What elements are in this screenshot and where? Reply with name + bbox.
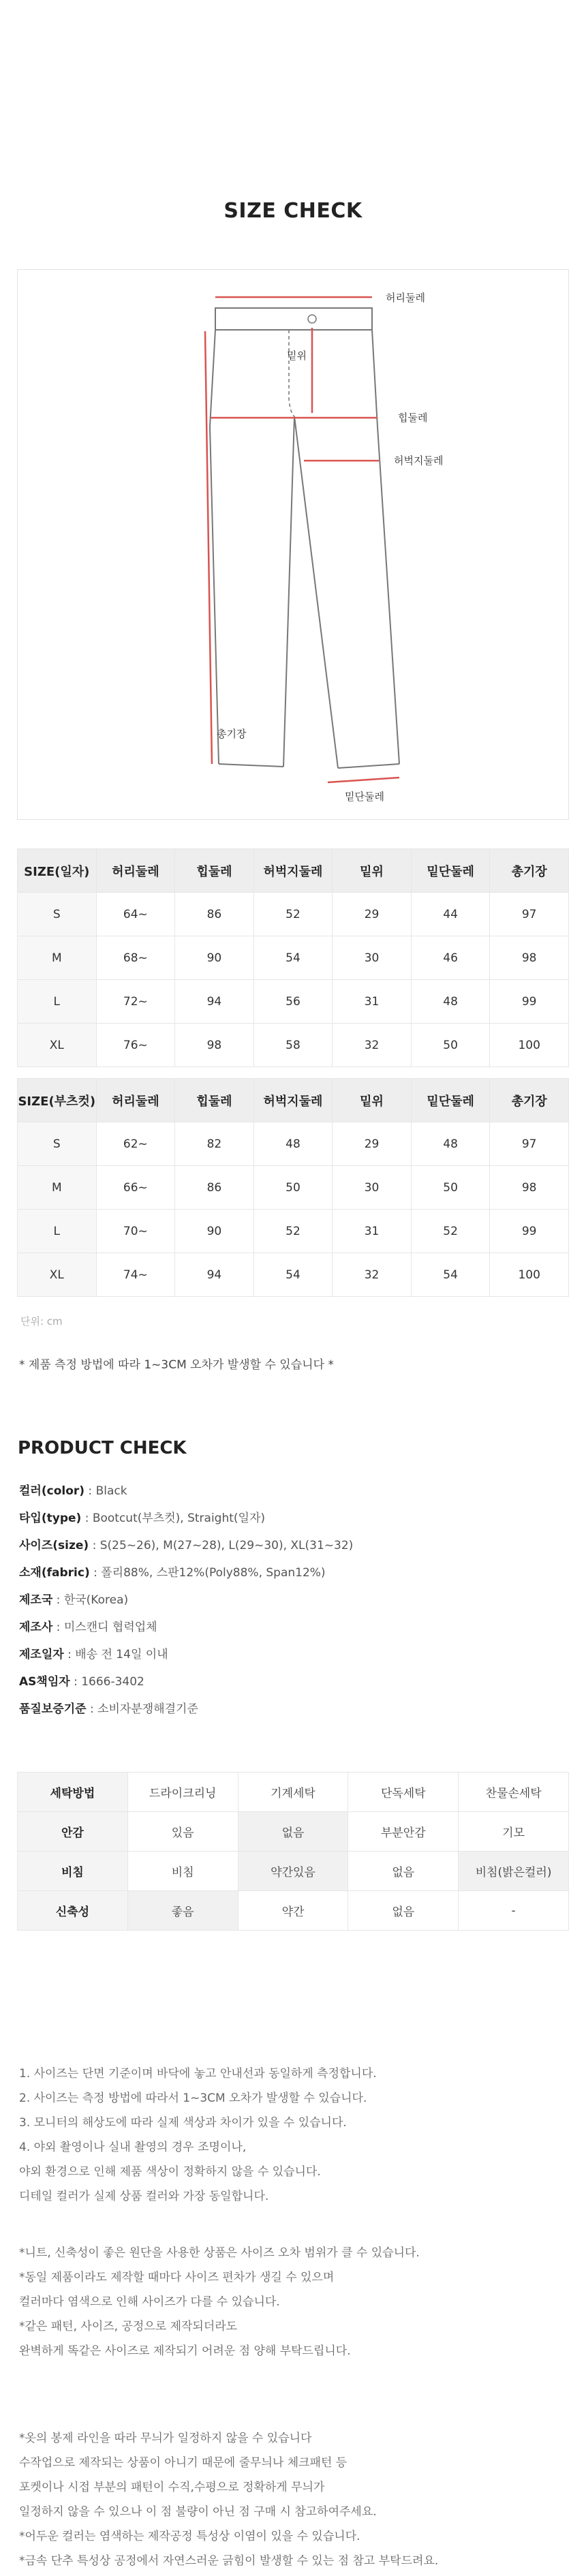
table-header: 허리둘레 xyxy=(96,849,175,893)
pants-left-hem xyxy=(219,764,283,767)
note-line: 4. 야외 촬영이나 실내 촬영의 경우 조명이나, xyxy=(19,2141,247,2154)
info-row-as xyxy=(19,1668,564,1696)
note-line: 포켓이나 시접 부분의 패턴이 수직,수평으로 정확하게 무늬가 xyxy=(19,2481,325,2494)
size-note: * 제품 측정 방법에 따라 1~3CM 오차가 발생할 수 있습니다 * xyxy=(19,1358,334,1372)
table-cell: 좋음 xyxy=(127,1891,238,1931)
info-value: : 소비자분쟁해결기준 xyxy=(86,1702,198,1716)
info-label: 사이즈(size) xyxy=(19,1539,89,1552)
diagram-label-waist: 허리둘레 xyxy=(386,292,425,304)
table-cell: 98 xyxy=(175,1024,254,1067)
care-row-header: 신축성 xyxy=(18,1891,128,1931)
table-cell: S xyxy=(18,1122,97,1166)
note-line: 컬러마다 염색으로 인해 사이즈가 다를 수 있습니다. xyxy=(19,2295,280,2309)
note-line: *동일 제품이라도 제작할 때마다 사이즈 편차가 생길 수 있으며 xyxy=(19,2271,335,2284)
info-value: : Bootcut(부츠컷), Straight(일자) xyxy=(81,1512,266,1525)
notes-group-3 xyxy=(19,2426,571,2573)
table-cell: 30 xyxy=(333,1166,412,1210)
table-cell: 70~ xyxy=(96,1210,175,1253)
table-header-row xyxy=(18,849,569,893)
info-value: : 미스캔디 협력업체 xyxy=(52,1621,157,1634)
table-cell: 드라이크리닝 xyxy=(127,1773,238,1812)
table-cell: 99 xyxy=(490,980,569,1024)
table-row xyxy=(18,1210,569,1253)
table-cell: 찬물손세탁 xyxy=(459,1773,569,1812)
bootcut-size-table xyxy=(17,1078,569,1297)
table-cell: 없음 xyxy=(238,1812,348,1852)
table-cell: 있음 xyxy=(127,1812,238,1852)
note-line: *어두운 컬러는 염색하는 제작공정 특성상 이염이 있을 수 있습니다. xyxy=(19,2530,360,2543)
table-cell: 54 xyxy=(253,1253,333,1297)
size-check-title: SIZE CHECK xyxy=(223,199,363,223)
info-label: 제조국 xyxy=(19,1593,53,1607)
info-row-size xyxy=(19,1532,564,1559)
table-cell: 98 xyxy=(490,1166,569,1210)
table-cell: 48 xyxy=(253,1122,333,1166)
note-line: 디테일 컬러가 실제 상품 컬러와 가장 동일합니다. xyxy=(19,2190,269,2203)
table-cell: 68~ xyxy=(96,936,175,980)
info-label: 제조일자 xyxy=(19,1648,64,1661)
table-cell: S xyxy=(18,893,97,936)
table-cell: 기모 xyxy=(459,1812,569,1852)
care-row-header: 비침 xyxy=(18,1852,128,1891)
diagram-label-hem: 밑단둘레 xyxy=(345,791,384,803)
hem-measure-line xyxy=(328,778,399,782)
table-header: SIZE(부츠컷) xyxy=(18,1079,97,1122)
table-cell: 31 xyxy=(333,980,412,1024)
table-cell: 66~ xyxy=(96,1166,175,1210)
table-cell: 44 xyxy=(411,893,490,936)
table-cell: 없음 xyxy=(348,1852,459,1891)
note-line: 2. 사이즈는 측정 방법에 따라서 1~3CM 오차가 발생할 수 있습니다. xyxy=(19,2091,367,2105)
table-cell: 54 xyxy=(411,1253,490,1297)
table-cell: 약간있음 xyxy=(238,1852,348,1891)
table-header: 힙둘레 xyxy=(175,849,254,893)
table-cell: 비침(밝은컬러) xyxy=(459,1852,569,1891)
table-cell: 86 xyxy=(175,1166,254,1210)
table-cell: 52 xyxy=(411,1210,490,1253)
table-cell: 99 xyxy=(490,1210,569,1253)
table-row xyxy=(18,1024,569,1067)
table-cell: 부분안감 xyxy=(348,1812,459,1852)
table-cell: XL xyxy=(18,1024,97,1067)
table-cell: 97 xyxy=(490,893,569,936)
table-cell: 54 xyxy=(253,936,333,980)
note-line: 수작업으로 제작되는 상품이 아니기 때문에 줄무늬나 체크패턴 등 xyxy=(19,2456,348,2470)
info-value: : Black xyxy=(84,1484,127,1498)
table-header: 밑위 xyxy=(333,1079,412,1122)
table-cell: 72~ xyxy=(96,980,175,1024)
table-row xyxy=(18,980,569,1024)
pants-button xyxy=(308,315,316,323)
table-header: 밑단둘레 xyxy=(411,1079,490,1122)
table-cell: 100 xyxy=(490,1024,569,1067)
info-row-quality xyxy=(19,1696,564,1723)
table-cell: 48 xyxy=(411,980,490,1024)
table-cell: 90 xyxy=(175,936,254,980)
table-cell: 비침 xyxy=(127,1852,238,1891)
note-line: 3. 모니터의 해상도에 따라 실제 색상과 차이가 있을 수 있습니다. xyxy=(19,2116,347,2130)
notes-group-1 xyxy=(19,2061,571,2209)
table-cell: 76~ xyxy=(96,1024,175,1067)
length-measure-line xyxy=(205,331,212,764)
table-cell: 단독세탁 xyxy=(348,1773,459,1812)
note-line: *니트, 신축성이 좋은 원단을 사용한 상품은 사이즈 오차 범위가 클 수 있습니다. xyxy=(19,2246,420,2260)
care-table xyxy=(17,1772,569,1931)
table-header: 허리둘레 xyxy=(96,1079,175,1122)
table-row xyxy=(18,1852,569,1891)
diagram-label-hip: 힙둘레 xyxy=(398,412,428,424)
table-header: 총기장 xyxy=(490,1079,569,1122)
pants-right-hem xyxy=(338,764,399,768)
table-header: 밑위 xyxy=(333,849,412,893)
pants-left-inseam xyxy=(283,416,294,767)
product-info-list xyxy=(19,1477,564,1723)
info-row-fabric xyxy=(19,1559,564,1586)
table-header-row xyxy=(18,1079,569,1122)
note-line: 야외 환경으로 인해 제품 색상이 정확하지 않을 수 있습니다. xyxy=(19,2165,321,2179)
pants-waistband xyxy=(215,308,372,330)
info-row-maker xyxy=(19,1614,564,1641)
table-cell: 97 xyxy=(490,1122,569,1166)
straight-size-table xyxy=(17,848,569,1067)
table-row xyxy=(18,1122,569,1166)
info-label: 제조사 xyxy=(19,1621,53,1634)
table-cell: 50 xyxy=(253,1166,333,1210)
info-value: : 1666-3402 xyxy=(70,1675,144,1689)
pants-fly xyxy=(289,330,294,416)
diagram-label-length: 총기장 xyxy=(217,728,247,740)
pants-right-inseam xyxy=(294,416,338,768)
table-row xyxy=(18,936,569,980)
table-cell: 52 xyxy=(253,1210,333,1253)
info-row-type xyxy=(19,1505,564,1532)
table-cell: 90 xyxy=(175,1210,254,1253)
table-cell: 없음 xyxy=(348,1891,459,1931)
care-row-header: 세탁방법 xyxy=(18,1773,128,1812)
note-line: *금속 단추 특성상 공정에서 자연스러운 긁힘이 발생할 수 있는 점 참고 부탁드려요. xyxy=(19,2554,439,2568)
info-row-country xyxy=(19,1586,564,1614)
table-cell: M xyxy=(18,936,97,980)
pants-illustration xyxy=(18,270,570,821)
table-row xyxy=(18,1166,569,1210)
table-cell: 56 xyxy=(253,980,333,1024)
table-cell: 30 xyxy=(333,936,412,980)
table-cell: 52 xyxy=(253,893,333,936)
info-label: 타입(type) xyxy=(19,1512,82,1525)
table-cell: 32 xyxy=(333,1253,412,1297)
table-cell: 100 xyxy=(490,1253,569,1297)
table-header: 밑단둘레 xyxy=(411,849,490,893)
table-cell: 29 xyxy=(333,893,412,936)
table-cell: 94 xyxy=(175,980,254,1024)
table-cell: L xyxy=(18,1210,97,1253)
table-cell: M xyxy=(18,1166,97,1210)
info-value: : 배송 전 14일 이내 xyxy=(63,1648,168,1661)
table-cell: 82 xyxy=(175,1122,254,1166)
info-row-date xyxy=(19,1641,564,1668)
table-header: 힙둘레 xyxy=(175,1079,254,1122)
table-cell: 약간 xyxy=(238,1891,348,1931)
pants-right-outline xyxy=(372,330,399,764)
table-cell: 48 xyxy=(411,1122,490,1166)
table-cell: 32 xyxy=(333,1024,412,1067)
table-cell: 50 xyxy=(411,1166,490,1210)
table-cell: XL xyxy=(18,1253,97,1297)
info-label: 컬러(color) xyxy=(19,1484,85,1498)
table-header: SIZE(일자) xyxy=(18,849,97,893)
table-header: 총기장 xyxy=(490,849,569,893)
table-cell: 50 xyxy=(411,1024,490,1067)
note-line: 일정하지 않을 수 있으나 이 점 불량이 아닌 점 구매 시 참고하여주세요. xyxy=(19,2505,377,2519)
table-cell: 62~ xyxy=(96,1122,175,1166)
table-cell: 74~ xyxy=(96,1253,175,1297)
table-row xyxy=(18,1891,569,1931)
care-row-header: 안감 xyxy=(18,1812,128,1852)
table-cell: 86 xyxy=(175,893,254,936)
table-cell: 58 xyxy=(253,1024,333,1067)
table-row xyxy=(18,1253,569,1297)
table-row xyxy=(18,893,569,936)
info-row-color xyxy=(19,1477,564,1505)
table-row xyxy=(18,1812,569,1852)
table-cell: - xyxy=(459,1891,569,1931)
table-cell: 31 xyxy=(333,1210,412,1253)
product-check-title: PRODUCT CHECK xyxy=(18,1438,187,1458)
table-header: 허벅지둘레 xyxy=(253,849,333,893)
info-label: 소재(fabric) xyxy=(19,1566,90,1580)
table-row xyxy=(18,1773,569,1812)
note-line: *같은 패턴, 사이즈, 공정으로 제작되더라도 xyxy=(19,2320,238,2333)
size-diagram xyxy=(17,269,569,820)
table-cell: 94 xyxy=(175,1253,254,1297)
unit-label: 단위: cm xyxy=(20,1315,63,1328)
info-value: : 한국(Korea) xyxy=(52,1593,129,1607)
info-label: 품질보증기준 xyxy=(19,1702,87,1716)
note-line: *옷의 봉제 라인을 따라 무늬가 일정하지 않을 수 있습니다 xyxy=(19,2432,312,2445)
table-header: 허벅지둘레 xyxy=(253,1079,333,1122)
diagram-label-rise: 밑위 xyxy=(287,350,307,362)
info-value: : 폴리88%, 스판12%(Poly88%, Span12%) xyxy=(89,1566,326,1580)
table-cell: 64~ xyxy=(96,893,175,936)
note-line: 완벽하게 똑같은 사이즈로 제작되기 어려운 점 양해 부탁드립니다. xyxy=(19,2344,351,2358)
table-cell: 98 xyxy=(490,936,569,980)
notes-group-2 xyxy=(19,2241,571,2363)
table-cell: 46 xyxy=(411,936,490,980)
table-cell: 기계세탁 xyxy=(238,1773,348,1812)
note-line: 1. 사이즈는 단면 기준이며 바닥에 놓고 안내선과 동일하게 측정합니다. xyxy=(19,2067,377,2081)
table-cell: L xyxy=(18,980,97,1024)
table-cell: 29 xyxy=(333,1122,412,1166)
info-value: : S(25~26), M(27~28), L(29~30), XL(31~32) xyxy=(89,1539,354,1552)
info-label: AS책임자 xyxy=(19,1675,70,1689)
diagram-label-thigh: 허벅지둘레 xyxy=(394,455,444,467)
